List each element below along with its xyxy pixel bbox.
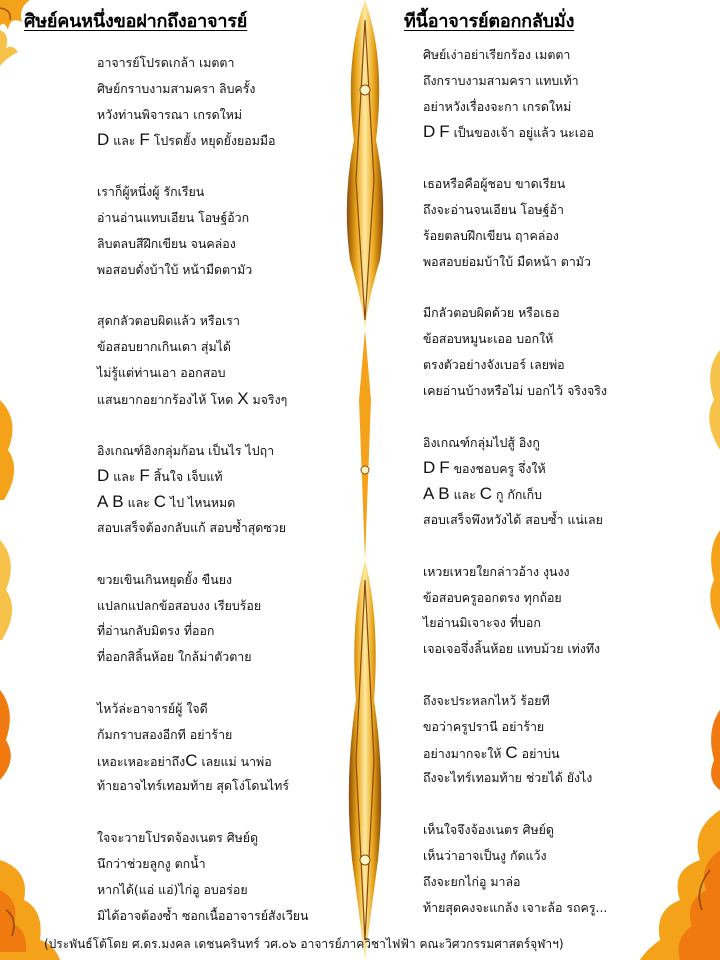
- stanza: [423, 817, 683, 920]
- poem-line: ตรงตัวอย่างจังเบอร์ เลยพ่อ: [423, 356, 565, 372]
- right-poem: [423, 42, 683, 946]
- poem-line: สุดกลัวตอบผิดแล้ว หรือเรา: [97, 313, 240, 329]
- stanza: [423, 430, 683, 533]
- poem-line: ถึงจะอ่านจนเอียน โอษฐ์อ้า: [423, 201, 564, 217]
- poem-line: ขวยเขินเกินหยุดยั้ง ขืนยง: [97, 571, 233, 587]
- poem-line: ลิบตลบสีฝึกเขียน จนคล่อง: [97, 235, 236, 251]
- stanza: [423, 559, 683, 662]
- poem-line: ท้ายสุดคงจะแกล้ง เจาะล้อ รถครู...: [423, 899, 608, 915]
- poem-line: ก้มกราบสองอีกที อย่าร้าย: [97, 726, 233, 742]
- stanza: [97, 825, 342, 928]
- poem-line: มีกลัวตอบผิดด้วย หรือเธอ: [423, 305, 560, 321]
- poem-line: พอสอบดั่งบ้าใบ้ หน้ามืดตามัว: [97, 261, 253, 277]
- poem-line: ถึงจะประหลกไหว้ ร้อยที: [423, 692, 550, 708]
- poem-line: ข้อสอบครูออกตรง ทุกถ้อย: [423, 589, 562, 605]
- poem-line: ข้อสอบยากเกินเดา สุ่มได้: [97, 339, 231, 355]
- poem-line: เราก็ผู้หนึ่งผู้ รักเรียน: [97, 184, 205, 200]
- poem-line: อิงเกณฑ์อิงกลุ่มก้อน เป็นไร ไปฤา: [97, 442, 275, 458]
- stanza: [97, 567, 342, 670]
- poem-line: D และ F โปรดยั้ง หยุดยั้งยอมมือ: [97, 130, 276, 150]
- poem-line: เหอะเหอะอย่าถึงC เลยแม่ นาพ่อ: [97, 750, 272, 770]
- poem-line: ข้อสอบหมูนะเออ บอกให้: [423, 331, 554, 347]
- poem-line: ที่อ่านกลับมิตรง ที่ออก: [97, 623, 215, 639]
- poem-line: ไม่รู้แต่ท่านเอา ออกสอบ: [97, 364, 226, 380]
- poem-line: หากได้(แอ่ แอ่)ไก่อู อบอร่อย: [97, 881, 248, 897]
- left-poem: [97, 50, 342, 954]
- poem-line: ถึงจะไทร์เทอมท้าย ช่วยได้ ยังไง: [423, 770, 593, 786]
- poem-line: เห็นใจจึงจ้องเนตร ศิษย์ดู: [423, 822, 554, 838]
- stanza: [97, 696, 342, 799]
- poem-line: เห็นว่าอาจเป็นงู กัดแว้ง: [423, 847, 547, 863]
- stanza: [423, 42, 683, 145]
- stanza: [97, 50, 342, 153]
- poem-line: A B และ C ไป ไหนหมด: [97, 492, 236, 512]
- poem-line: D F เป็นของเจ้า อยู่แล้ว นะเออ: [423, 122, 594, 142]
- poem-line: นึกว่าช่วยลูกงู ตกน้ำ: [97, 855, 206, 871]
- author-credit: (ประพันธ์โต้โดย ศ.ดร.มงคล เดชนครินทร์ วศ.๐๖ อาจารย์ภาควิชาไฟฟ้า คณะวิศวกรรมศาสตร์จุฬาฯ): [44, 937, 564, 951]
- poem-line: อ่านอ่านแทบเอียน โอษฐ์อ้วก: [97, 209, 250, 225]
- poem-line: ไยอ่านมิเจาะจง ที่บอก: [423, 615, 541, 631]
- poem-line: ใจจะวายโปรดจ้องเนตร ศิษย์ดู: [97, 830, 259, 846]
- stanza: [423, 688, 683, 791]
- side-ornament-right: [700, 330, 720, 790]
- poem-line: ขอว่าครูปรานี อย่าร้าย: [423, 718, 545, 734]
- poem-line: D F ของชอบครู จึ่งให้: [423, 458, 546, 478]
- poem-line: มิได้อาจต้องซ้ำ ซอกเนื้ออาจารย์สังเวียน: [97, 907, 309, 923]
- poem-line: ที่ออกสิลิ้นห้อย ใกล้ม่าตัวตาย: [97, 649, 252, 665]
- poem-line: พอสอบย่อมบ้าใบ้ มืดหน้า ตามัว: [423, 253, 591, 269]
- poem-line: ศิษย์กราบงามสามครา ลิบครั้ง: [97, 80, 256, 96]
- poem-line: ถึงจะยกไก่อู มาล่อ: [423, 873, 521, 889]
- left-poem-title: ศิษย์คนหนึ่งขอฝากถึงอาจารย์: [24, 11, 248, 32]
- poem-line: อย่าหวังเรื่องจะกา เกรดใหม่: [423, 98, 572, 114]
- poem-line: เจอเจอจึ่งลิ้นห้อย แทบม้วย เท่งทึง: [423, 641, 601, 657]
- poem-line: อย่างมากจะให้ C อย่าบ่น: [423, 742, 560, 762]
- poem-line: ร้อยตลบฝึกเขียน ฤาคล่อง: [423, 227, 559, 243]
- poem-line: ศิษย์เง่าอย่าเรียกร้อง เมตตา: [423, 47, 571, 62]
- poem-line: ไหว้ล่ะอาจารย์ผู้ ใจดี: [97, 700, 208, 716]
- center-ornament-divider: [338, 0, 392, 960]
- poem-line: สอบเสร็จต้องกลับแก้ สอบซ้ำสุดซวย: [97, 519, 286, 535]
- side-ornament-left: [0, 360, 26, 780]
- stanza: [423, 171, 683, 274]
- poem-line: ท้ายอาจไทร์เทอมท้าย สุดโง่โดนไทร์: [97, 778, 289, 794]
- stanza: [97, 179, 342, 282]
- poem-line: แปลกแปลกข้อสอบงง เรียบร้อย: [97, 597, 262, 613]
- poem-line: อิงเกณฑ์กลุ่มไปสู้ อิงกู: [423, 434, 540, 450]
- poem-line: สอบเสร็จพึงหวังได้ สอบซ้ำ แน่เลย: [423, 511, 603, 527]
- right-poem-title: ทีนี้อาจารย์ตอกกลับมั่ง: [404, 11, 575, 32]
- poem-line: เหวยเหวยใยกล่าวอ้าง งุนงง: [423, 563, 570, 579]
- poem-line: หวังท่านพิจารณา เกรดใหม่: [97, 106, 243, 122]
- poem-line: เคยอ่านบ้างหรือไม่ บอกไว้ จริงจริง: [423, 382, 607, 398]
- poem-line: เธอหรือคือผู้ชอบ ขาดเรียน: [423, 176, 566, 192]
- stanza: [97, 438, 342, 541]
- poem-line: แสนยากอยากร้องไห้ โหด X มจริงๆ: [97, 388, 288, 408]
- poem-line: A B และ C กู กักเก็บ: [423, 484, 543, 504]
- poem-line: ถึงกราบงามสามครา แทบเท้า: [423, 72, 579, 88]
- stanza: [97, 308, 342, 411]
- poem-line: อาจารย์โปรดเกล้า เมตตา: [97, 55, 235, 70]
- stanza: [423, 300, 683, 403]
- poem-line: D และ F สิ้นใจ เจ็บแท้: [97, 466, 223, 486]
